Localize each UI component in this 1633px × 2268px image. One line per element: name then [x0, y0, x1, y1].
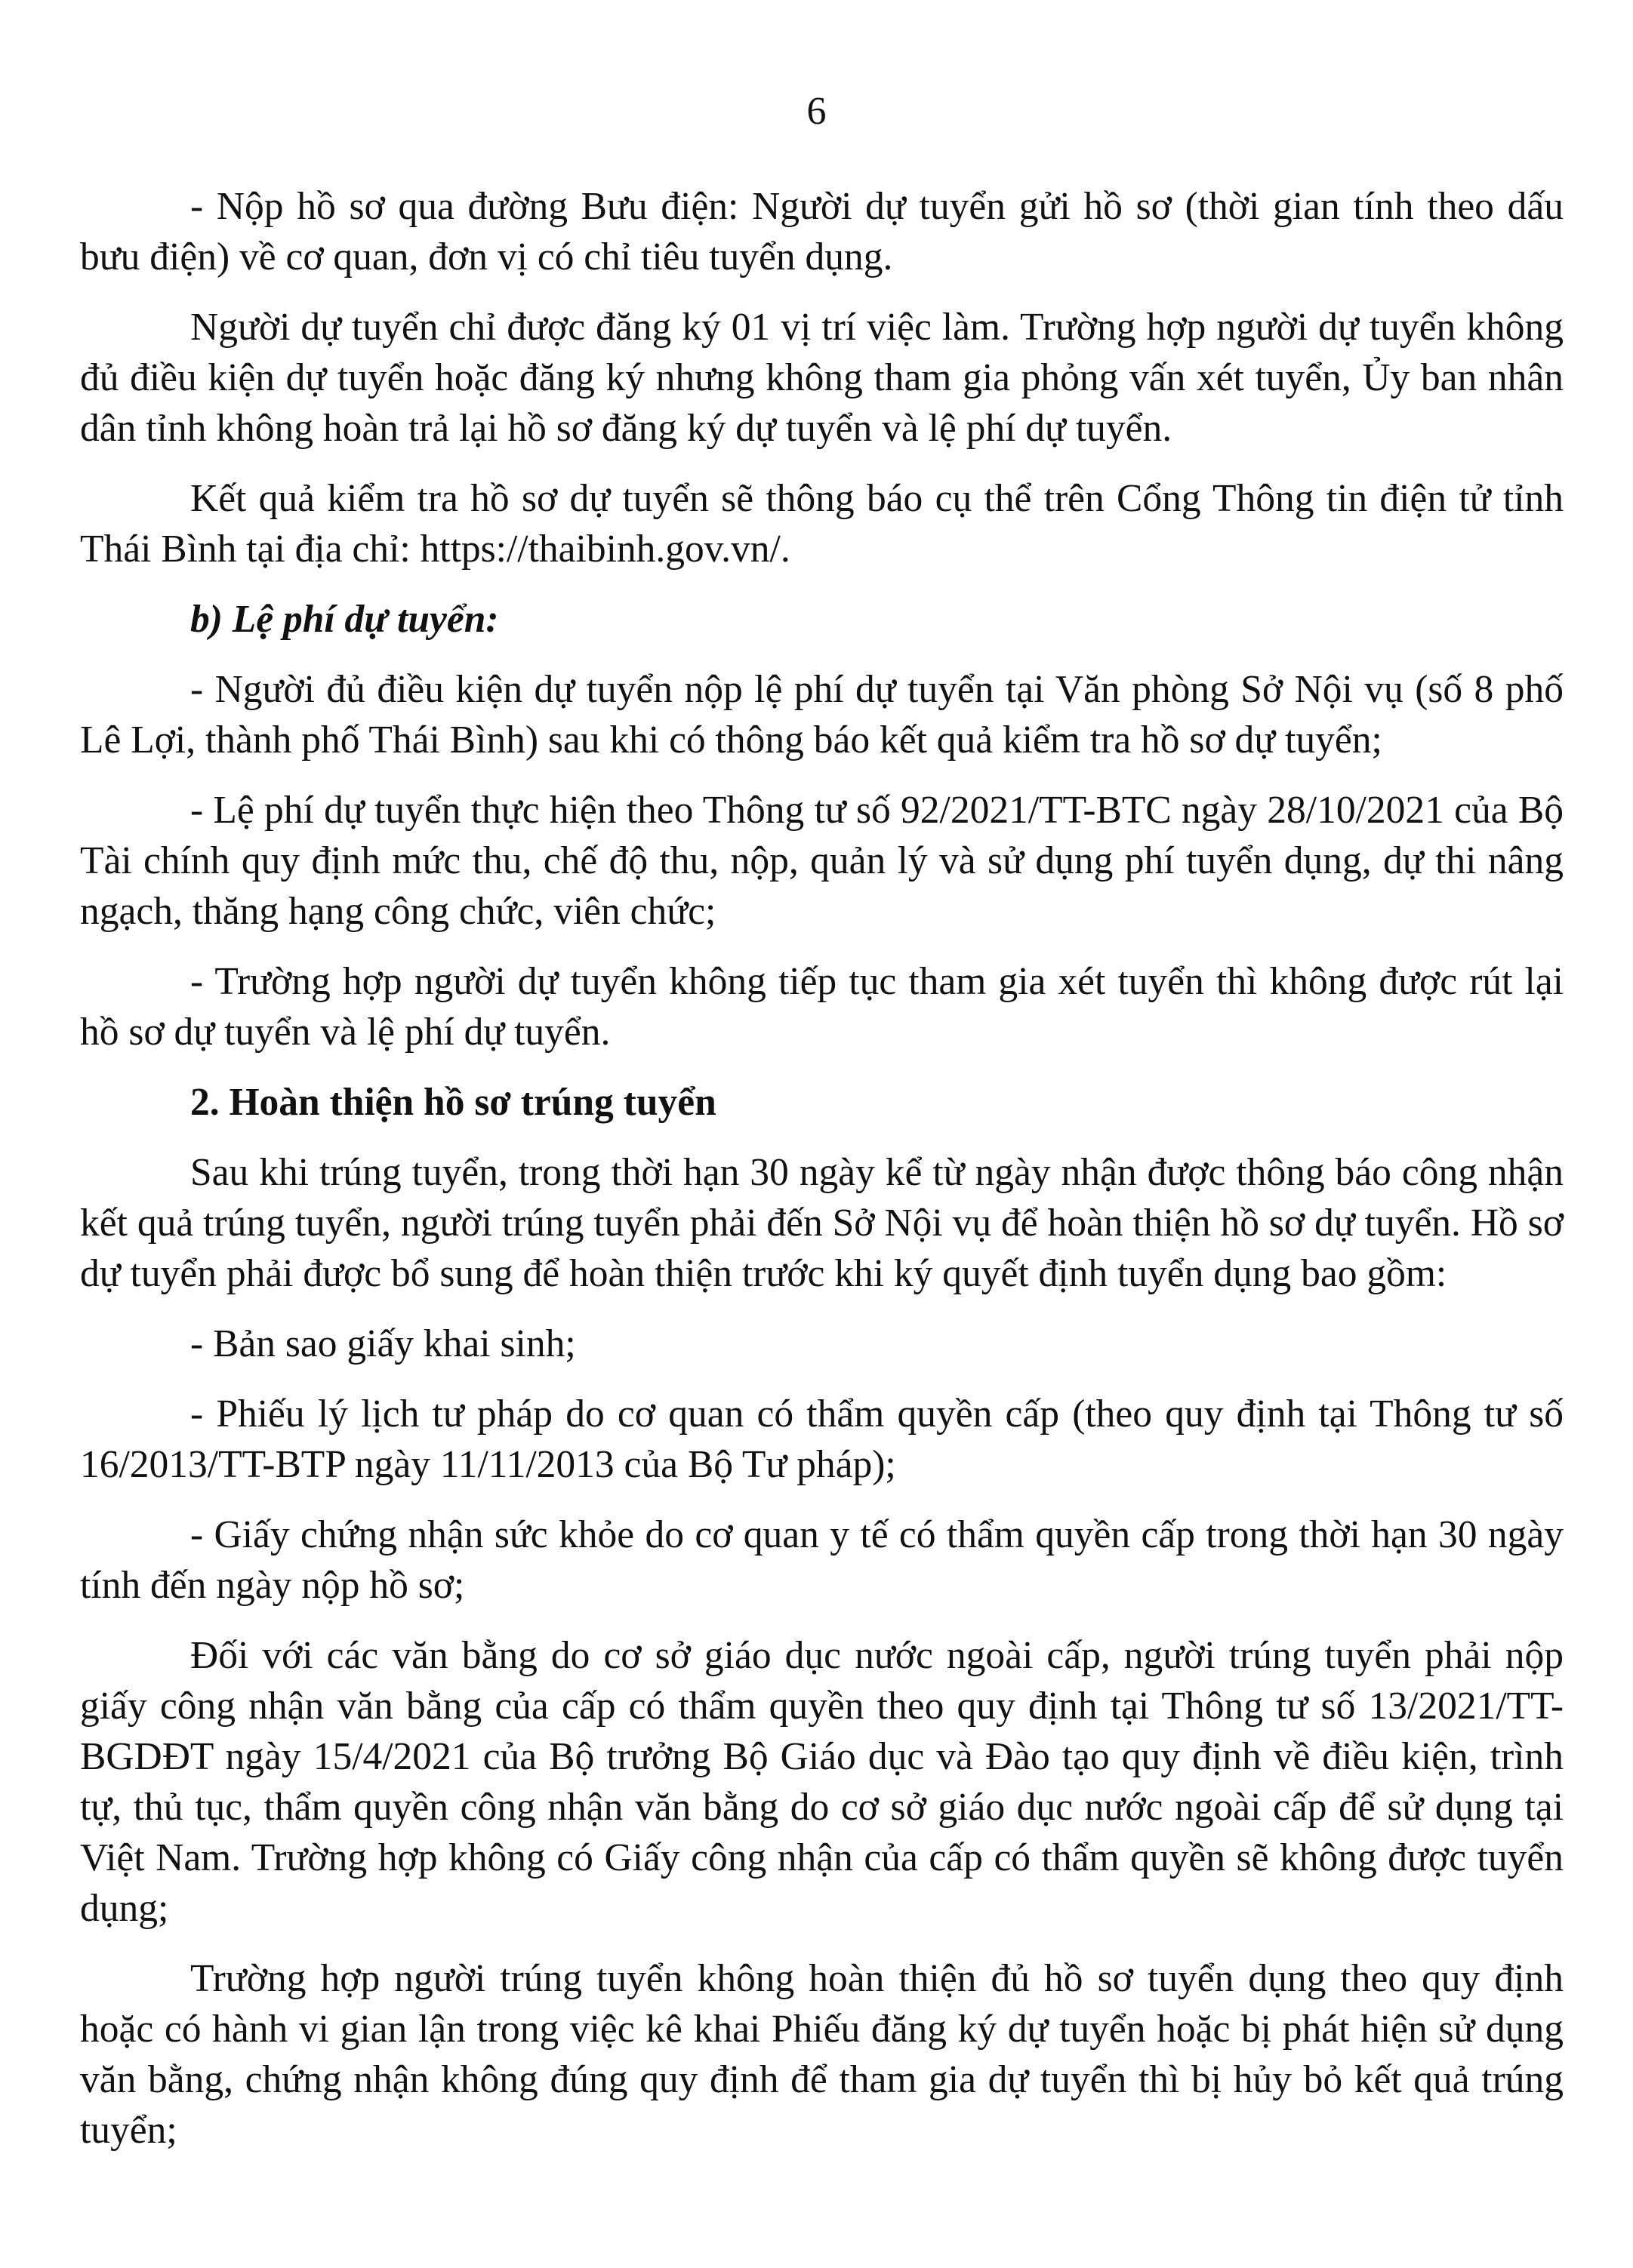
- list-item-health-certificate: - Giấy chứng nhận sức khỏe do cơ quan y tế có thẩm quyền cấp trong thời hạn 30 ngày tính đến ngày nộp hồ sơ;: [80, 1513, 1564, 1607]
- paragraph-foreign-diplomas: Đối với các văn bằng do cơ sở giáo dục nước ngoài cấp, người trúng tuyển phải nộp giấy công nhận văn bằng của cấp có thẩm quyền theo quy định tại Thông tư số 13/2021/TT-BGDĐT ngày 15/4/2021 của Bộ trưởng Bộ Giáo dục và Đào tạo quy định về điều kiện, trình tự, thủ tục, thẩm quyền công nhận văn bằng do cơ sở giáo dục nước ngoài cấp để sử dụng tại Việt Nam. Trường hợp không có Giấy công nhận của cấp có thẩm quyền sẽ không được tuyển dụng;: [80, 1634, 1564, 1930]
- document-body: [80, 181, 1564, 2175]
- paragraph-fee-payment: - Người đủ điều kiện dự tuyển nộp lệ phí dự tuyển tại Văn phòng Sở Nội vụ (số 8 phố Lê Lợi, thành phố Thái Bình) sau khi có thông báo kết quả kiểm tra hồ sơ dự tuyển;: [80, 668, 1564, 762]
- paragraph-check-results: Kết quả kiểm tra hồ sơ dự tuyển sẽ thông báo cụ thể trên Cổng Thông tin điện tử tỉnh Thái Bình tại địa chỉ: https://thaibinh.gov.vn/.: [80, 477, 1564, 571]
- section-heading-complete-dossier: 2. Hoàn thiện hồ sơ trúng tuyển: [190, 1081, 716, 1124]
- section-heading-fee: b) Lệ phí dự tuyển:: [190, 598, 499, 641]
- page-number: 6: [806, 90, 827, 133]
- paragraph-single-position: Người dự tuyển chỉ được đăng ký 01 vị trí việc làm. Trường hợp người dự tuyển không đủ điều kiện dự tuyển hoặc đăng ký nhưng không tham gia phỏng vấn xét tuyển, Ủy ban nhân dân tỉnh không hoàn trả lại hồ sơ đăng ký dự tuyển và lệ phí dự tuyển.: [80, 306, 1564, 450]
- paragraph-postal-submission: - Nộp hồ sơ qua đường Bưu điện: Người dự tuyển gửi hồ sơ (thời gian tính theo dấu bưu điện) về cơ quan, đơn vị có chỉ tiêu tuyển dụng.: [80, 185, 1564, 278]
- paragraph-fee-no-refund: - Trường hợp người dự tuyển không tiếp tục tham gia xét tuyển thì không được rút lại hồ sơ dự tuyển và lệ phí dự tuyển.: [80, 960, 1564, 1054]
- paragraph-complete-dossier: Sau khi trúng tuyển, trong thời hạn 30 ngày kể từ ngày nhận được thông báo công nhận kết quả trúng tuyển, người trúng tuyển phải đến Sở Nội vụ để hoàn thiện hồ sơ dự tuyển. Hồ sơ dự tuyển phải được bổ sung để hoàn thiện trước khi ký quyết định tuyển dụng bao gồm:: [80, 1151, 1564, 1295]
- paragraph-cancellation: Trường hợp người trúng tuyển không hoàn thiện đủ hồ sơ tuyển dụng theo quy định hoặc có hành vi gian lận trong việc kê khai Phiếu đăng ký dự tuyển hoặc bị phát hiện sử dụng văn bằng, chứng nhận không đúng quy định để tham gia dự tuyển thì bị hủy bỏ kết quả trúng tuyển;: [80, 1957, 1564, 2152]
- paragraph-fee-regulation: - Lệ phí dự tuyển thực hiện theo Thông tư số 92/2021/TT-BTC ngày 28/10/2021 của Bộ Tài chính quy định mức thu, chế độ thu, nộp, quản lý và sử dụng phí tuyển dụng, dự thi nâng ngạch, thăng hạng công chức, viên chức;: [80, 789, 1564, 933]
- list-item-judicial-record: - Phiếu lý lịch tư pháp do cơ quan có thẩm quyền cấp (theo quy định tại Thông tư số 16/2013/TT-BTP ngày 11/11/2013 của Bộ Tư pháp);: [80, 1392, 1564, 1486]
- list-item-birth-certificate: - Bản sao giấy khai sinh;: [190, 1322, 576, 1365]
